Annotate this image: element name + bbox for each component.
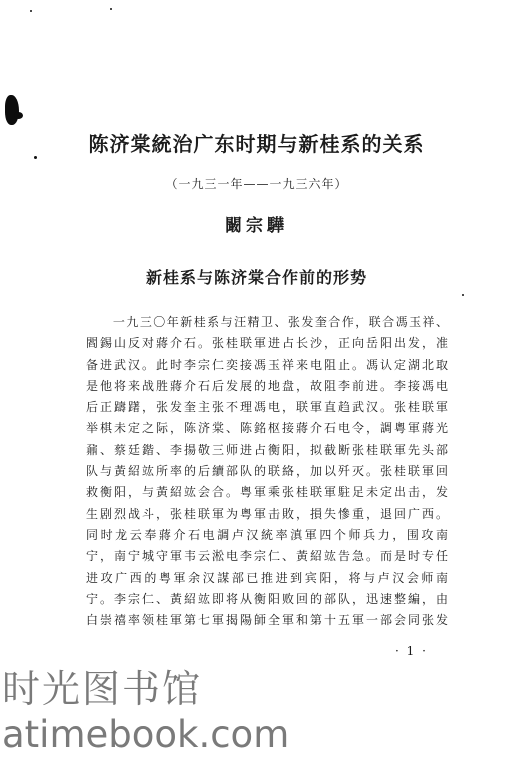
date-range: （一九三一年——一九三六年） [165, 177, 348, 191]
author-name: 闞宗驊 [225, 216, 288, 236]
dust-speck [30, 10, 32, 12]
body-line: 一九三〇年新桂系与汪精卫、张发奎合作，联合馮玉祥、 [86, 315, 448, 329]
body-line: 同时龙云奉蔣介石电調卢汉統率滇軍四个师兵力，围攻南 [86, 527, 448, 542]
body-line: 备进武汉。此时李宗仁奕接馮玉祥来电阻止。馮认定湖北取 [86, 357, 448, 372]
watermark-chinese: 时光图书馆 [2, 667, 203, 711]
body-line: 宁，南宁城守軍韦云淞电李宗仁、黃紹竑告急。而是时专任 [86, 549, 448, 564]
body-text [86, 312, 448, 631]
body-line: 鼐、蔡廷鍇、李揚敬三师进占衡阳，拟截断张桂联軍先头部 [86, 442, 448, 457]
body-line: 进攻广西的粤軍余汉謀部已推进到宾阳，将与卢汉会师南 [86, 570, 448, 585]
page-number: · 1 · [395, 644, 428, 658]
body-line: 后正躊躇，张发奎主张不理馮电，联軍直趋武汉。张桂联軍 [86, 400, 448, 415]
body-line: 救衡阳，与黃紹竑会合。粤軍乘张桂联軍駐足未定出击，发 [86, 485, 448, 500]
ink-blot [5, 95, 19, 125]
body-line: 举棋未定之际，陈济棠、陈銘枢接蔣介石电令，調粵軍蔣光 [86, 421, 448, 436]
body-line: 宁。李宗仁、黃紹竑即将从衡阳败回的部队，迅速整編，由 [86, 591, 448, 606]
body-line: 閻錫山反对蔣介石。张桂联軍进占长沙，正向岳阳出发，准 [86, 336, 448, 351]
body-line: 白崇禧率领桂軍第七軍揭陽師全軍和第十五軍一部会同张发 [86, 613, 448, 628]
body-line: 生剧烈战斗，张桂联軍为粤軍击敗，損失慘重，退回广西。 [86, 506, 448, 521]
ink-blot-tail [14, 112, 23, 119]
watermark-english: atimebook.com [2, 713, 290, 756]
body-line: 队与黃紹竑所率的后續部队的联絡，加以歼灭。张桂联軍回 [86, 464, 448, 479]
section-heading: 新桂系与陈济棠合作前的形势 [145, 268, 367, 287]
article-title: 陈济棠統治广东时期与新桂系的关系 [88, 132, 425, 156]
dust-speck [462, 294, 464, 296]
dust-speck [110, 8, 112, 10]
body-line: 是他将来战胜蔣介石后发展的地盘，故阻李前进。李接馮电 [86, 378, 448, 393]
